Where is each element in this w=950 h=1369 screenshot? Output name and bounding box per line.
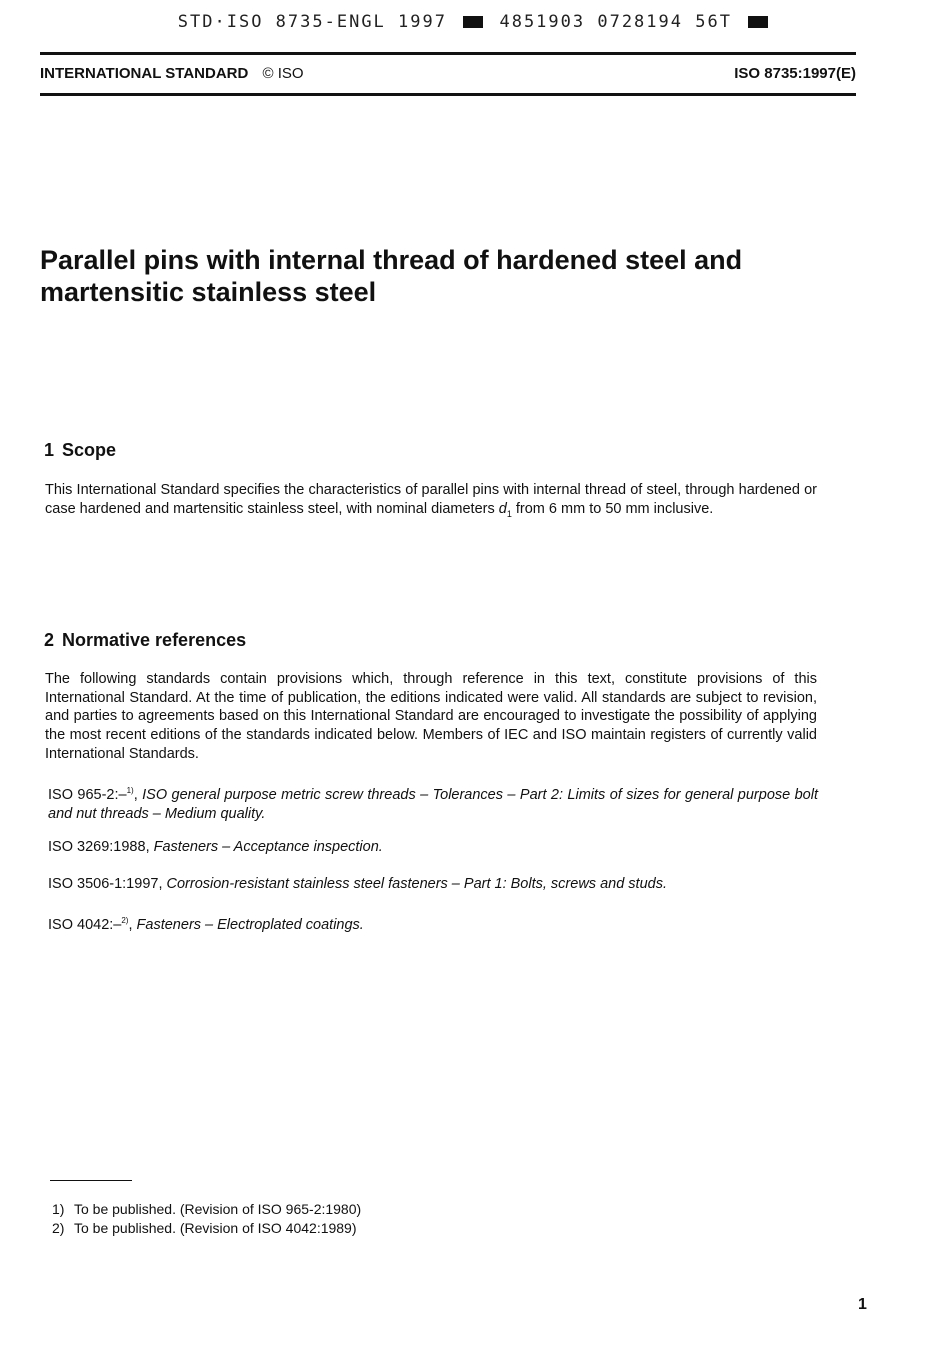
footnote xyxy=(52,1220,357,1236)
normative-intro-paragraph: The following standards contain provisions which, through reference in this text, constitute provisions of this International Standard. At the time of publication, the editions indicated were valid. All standards are subject to revision, and parties to agreements based on this International Standard are encouraged to investigate the possibility of applying the most recent editions of the standards indicated below. Members of IEC and ISO maintain registers of currently valid International Standards. xyxy=(45,671,817,762)
reference-iso-4042: ISO 4042:–$^{2)}$, Fasteners – Electroplated coatings. xyxy=(48,916,364,933)
ref-title: ISO general purpose metric screw threads – Tolerances – Part 2: Limits of sizes for general purpose bolt and nut threads – Medium quality. xyxy=(48,787,818,822)
reference-iso-965-2: ISO 965-2:–$^{1)}$, ISO general purpose metric screw threads – Tolerances – Part 2: Limits of sizes for general purpose bolt and nut threads – Medium quality. xyxy=(48,786,818,822)
ref-title: Fasteners – Acceptance inspection. xyxy=(153,839,383,855)
stamp-block-mark-end xyxy=(748,16,768,28)
section-title: Scope xyxy=(62,440,117,460)
ref-code: ISO 3269:1988 xyxy=(48,839,146,855)
header-doc-number: ISO 8735:1997(E) xyxy=(734,65,856,82)
reference-iso-3269: ISO 3269:1988, Fasteners – Acceptance inspection. xyxy=(48,839,383,855)
scope-text-after: from 6 mm to 50 mm inclusive. xyxy=(511,500,714,517)
page-number: 1 xyxy=(858,1296,867,1313)
ref-title: Fasteners – Electroplated coatings. xyxy=(136,917,364,933)
header-copyright: © ISO xyxy=(262,65,304,82)
ref-footnote-marker: 1) xyxy=(126,786,134,795)
stamp-block-mark xyxy=(463,16,483,28)
stamp-number: 4851903 0728194 56T xyxy=(499,12,732,32)
section-number: 1 xyxy=(44,440,55,460)
ref-title: Corrosion-resistant stainless steel fasteners – Part 1: Bolts, screws and studs. xyxy=(166,876,667,892)
header-bottom-rule xyxy=(40,93,856,96)
footnote-number: 2) xyxy=(52,1220,65,1236)
stamp-code: STD·ISO 8735-ENGL 1997 xyxy=(177,12,447,32)
header-doc-type: INTERNATIONAL STANDARD xyxy=(40,65,249,82)
ref-code: ISO 965-2:– xyxy=(48,787,127,803)
reference-iso-3506-1: ISO 3506-1:1997, Corrosion-resistant stainless steel fasteners – Part 1: Bolts, screws and studs. xyxy=(48,876,667,892)
diameter-subscript: 1 xyxy=(506,508,512,519)
ref-footnote-marker: 2) xyxy=(121,916,129,925)
section-number: 2 xyxy=(44,630,55,650)
ref-code: ISO 3506-1:1997 xyxy=(48,876,159,892)
footnote-text: To be published. (Revision of ISO 965-2:1980) xyxy=(74,1201,362,1217)
ref-code: ISO 4042:– xyxy=(48,917,122,933)
footnote xyxy=(52,1201,361,1217)
footnote-number: 1) xyxy=(52,1201,65,1217)
footnote-separator xyxy=(50,1180,132,1181)
header-top-rule xyxy=(40,52,856,55)
page-title: Parallel pins with internal thread of hardened steel and martensitic stainless steel xyxy=(40,245,743,307)
section-title: Normative references xyxy=(62,630,247,650)
scope-paragraph xyxy=(45,481,817,523)
section-heading-scope xyxy=(44,440,116,461)
footnote-text: To be published. (Revision of ISO 4042:1989) xyxy=(74,1220,357,1236)
section-heading-normative-references xyxy=(44,630,246,651)
header-left xyxy=(40,65,304,82)
diameter-symbol: d xyxy=(498,500,507,517)
document-stamp xyxy=(0,12,950,32)
scope-text-before: This International Standard specifies the characteristics of parallel pins with internal thread of steel, through hardened or case hardened and martensitic stainless steel, with nominal diameters xyxy=(45,482,817,517)
